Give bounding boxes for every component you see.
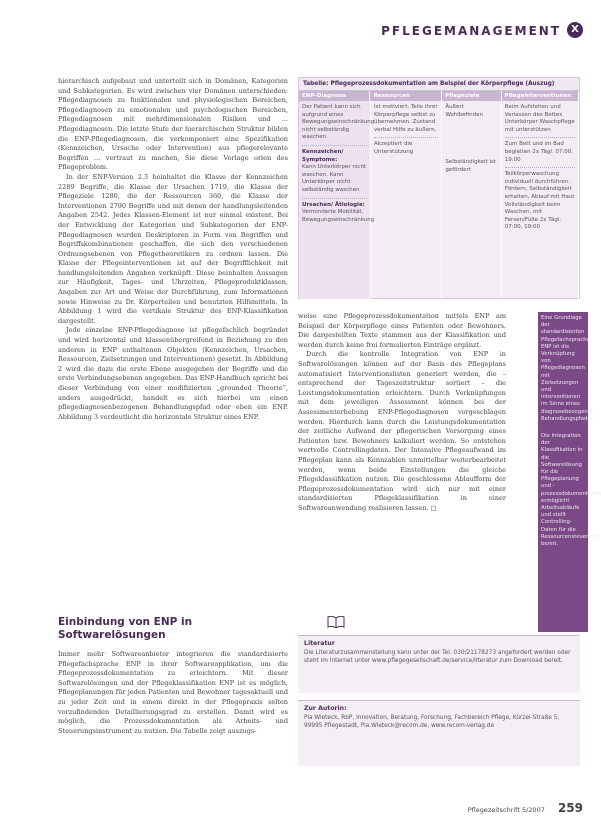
left-paragraph-2: In der ENP-Version 2.3 beinhaltet die Klasse der Kennzeichen 2289 Begriffe, die Klasse der Ursachen 1719, die Klasse der Pflegeziele 1280, die der Ressourcen 360, die Klasse der Interventionen 2790 Begriffe und mit denen der handlungsleitenden Angaben 2542. Jedes Klassen-Element ist nur einmal existent. Bei der Entwicklung der Kategorien und Subkategorien der ENP-Pflegediagnosen wurden Deskriptoren in Form von Begriffen und Begriffskombinationen geschaffen, die sich den verschiedenen Ordnungsebenen von Pflegetheoretikern zu ordnen lassen. Die Klasse der Pflegeinterventionen ist auf der Begrifflichkeit mit handlungsleitenden Angaben verknüpft. Diese beinhalten Aussagen zur Häufigkeit, Tages- und Uhrzeiten, Pflegeproduktklassen, Angaben zur Art und Weise der Durchführung, zum Informationen sowie Hinweise zu Dr. Körperteilen und benutzten Hilfsmitteln. In Abbildung 1 wird die vertikale Struktur des ENP-Klassifikation dargestellt. [58, 172, 288, 325]
middle-column [298, 312, 506, 513]
intervention-text-3: Teilkörperwaschung individuell durchführen. Fördern, Selbständigkeit erhalten, Ablauf mit Haut Vollständigkeit beim Waschen, mit Fersen/Füße 2x Tägl. 07:00, 19:00 [504, 171, 575, 231]
sidebar-highlight [538, 312, 601, 632]
left-column [58, 77, 288, 422]
mid-paragraph-2: Durch die kontrolle Integration von ENP in Softwarelösungen können auf der Basis des Pflegeplans automatisiert Interventionslisten generiert werden, die – entsprechend der Tageszeitstruktur sortiert – die Leistungsdokumentation erleichtern. Durch Verknüpfungen mit dem jeweiligen Assessment können bei der Assessmenterhebung ENP-Pflegediagnosen vorgeschlagen werden. Hierdurch kann durch die Leistungsdokumentation der zeitliche Aufwand der pflegerischen Versorgung eines Patienten bzw. Bewohners kalkuliert werden. So entstehen wertvolle Controllingdaten. Der Intensive Pflegeaufwand im Pflegeplan kann als Kennzahlen unmittelbar weiterbearbeitet werden, wenn beide Einstellungen die gleiche Pflegeklassifikation nutzen. Die geschlossene Ablaufform der Pflegeprozessdokumentation wird sich nur mit einer standardisierten Pflegeklassifikation in einer Softwareanwendung realisieren lassen. □ [298, 350, 506, 512]
table-header-interventionen: Pflegeinterventionen [502, 91, 579, 101]
table-col-pflegeziele [442, 101, 501, 299]
pflegeziele-text-1: Äußert Wohlbefinden [445, 104, 483, 118]
ressourcen-text-2: Akzeptiert die Unterstützung [374, 141, 414, 155]
literature-title: Literatur [304, 640, 335, 647]
author-box [298, 700, 580, 766]
spacer [445, 119, 497, 159]
ursachen-label: Ursachen/ Ätiologie: [302, 201, 365, 208]
table-col-diagnose [299, 101, 375, 299]
divider [302, 145, 367, 146]
table-header-pflegeziele: Pflegeziele [442, 91, 502, 101]
left-paragraph-3: Jede einzelne ENP-Pflegediagnose ist pflegefachlich begründet und wird horizontal und klassenübergreifend in Beziehung zu den anderen in ENP enthaltenen Objekten (Kennzeichen, Ursachen, Ressourcen, Zielsetzungen und Interventionen) gesetzt. In Abbildung 2 wird die dazu die erste Ebene ausgegeben der Begriffe und die erste Verbindungsebenen angegeben. Das ENP-Handbuch spricht bei dieser Verbindung von einer modifizierten „grounded Theorie“, anders ausgedrückt, handelt es sich hierbei um einen pflegediagnosenbezogenen Behandlungspfad oder eben ein ENP. Abbildung 3 verdeutlicht die horizontale Struktur eines ENP. [58, 326, 288, 421]
section-badge-icon: X [567, 22, 583, 38]
intervention-text-2: Zum Bett und im Bad begleiten 2x Tägl. 07:00, 19:00 [504, 141, 574, 163]
table-header-diagnose: ENP-Diagnose [299, 91, 370, 101]
left2-paragraph-1: Immer mehr Softwareanbieter integrieren die standardisierte Pflegefachsprache ENP in ihrer Softwareapplikation, um die Pflegeprozessdokumentation zu erleichtern. Mit dieser Softwarelösungen und der Pflegeklassifikation ENP ist es möglich, Pflegeplanungen für jeden Patienten und Bewohner tagesaktuell und zu jeder Zeit und in einem direkt in der Pflegepraxis selten vorzufindenden Detaillierungsgrad zu erstellen. Damit wird es möglich, die Prozessdokumentation als Arbeits- und Steuerungsinstrument zu nutzen. Die Tabelle zeigt auszugs- [58, 650, 288, 735]
literature-text: Die Literaturzusammenstellung kann unter der Tel. 030/21178273 angefordert werden oder steht im Internet unter www.pflegegesellschaft.de/service/literatur zum Download bereit. [304, 650, 571, 664]
left-column-2 [58, 650, 288, 736]
table-col-interventionen [502, 101, 579, 299]
footer [468, 797, 583, 816]
table-title: Tabelle: Pflegeprozessdokumentation am Beispiel der Körperpflege (Auszug) [299, 78, 579, 91]
table-col-ressourcen [371, 101, 442, 299]
intervention-text-1: Beim Aufstehen und Verlassen des Bettes Unterkörper Waschpflege mit unterstützen [504, 104, 575, 133]
sidebar-paragraph-1: Eine Grundlage der standardisierten Pflegefachsprache ENP ist die Verknüpfung von Pflegediagnosen mit Zielsetzungen und Interventionen im Sinne eines diagnosebezogenen Behandlungspfades. [541, 315, 596, 422]
divider [505, 167, 575, 168]
table-header-ressourcen: Ressourcen [370, 91, 441, 101]
literature-box [298, 635, 580, 693]
ursachen-text: Verminderte Mobilität, Bewegungseinschränkung [302, 209, 375, 223]
author-title: Zur Autorin: [304, 705, 347, 712]
journal-name: Pflegezeitschrift 5/2007 [467, 806, 545, 814]
section-heading: Einbindung von ENP in Softwarelösungen [58, 616, 193, 641]
section-title: PFLEGEMANAGEMENT [381, 24, 561, 38]
divider [505, 137, 575, 138]
open-book-icon [327, 616, 345, 628]
author-text: Pia Wieteck, RbP, Innovation, Beratung, Forschung, Fachbereich Pflege, Kürzel-Straße 5, 99995 Pflegestadt, Pia.Wieteck@recom.de, www.recom-verlag.de [304, 715, 560, 729]
table-body [299, 101, 579, 299]
mid-paragraph-1: weise eine Pflegeprozessdokumentation mittels ENP am Beispiel der Körperpflege eines Patienten oder Bewohners. Die dargestellten Texte stammen aus der Klassifikation und werden durch keine frei formulierten Einträge ergänzt. [298, 312, 506, 349]
kennzeichen-label: Kennzeichen/ Symptome: [302, 148, 344, 163]
pflegeziele-text-2: Selbständigkeit ist gefördert [445, 159, 496, 173]
page-number: 259 [557, 801, 583, 815]
diagnose-intro: Der Patient kann sich aufgrund eines Bewegungseinschränkung nicht selbständig waschen [302, 104, 375, 141]
divider [374, 137, 438, 138]
divider [302, 198, 367, 199]
sidebar-paragraph-2: Die Integration der Klassifikation in die Softwarelösung für die Pflegeplanung und -prozessdokumentation ermöglicht Arbeitsabläufe und stellt Controlling-Daten für die Ressourcensteuerung bereit. [541, 433, 601, 548]
care-process-table [298, 77, 580, 299]
ressourcen-text-1: Ist motiviert, Teile ihrer Körperpflege selbst zu übernehmen. Zustand verbal Hilfe zu äußern. [374, 104, 438, 133]
table-header-row [299, 91, 579, 101]
kennzeichen-text: Kann Unterkörper nicht waschen. Kann Unterkörper nicht selbständig waschen [302, 164, 367, 193]
left-paragraph-1: hierarchisch aufgebaut und unterteilt sich in Domänen, Kategorien und Subkategorien. Es wird zwischen vier Domänen unterschieden: Pflegediagnosen zu funktionalen und physiologischen Bereichen, Pflegediagnosen zu emotionalen und psychologischen Bereichen, Pflegediagnosen mit mehrdimensionalen Risiken und ... Pflegediagnosen. Die letzte Stufe der hierarchischen Struktur bilden die ENP-Pflegediagnosen, die verkomponiert eine Spezifikation (Kennzeichen, Ursache oder Intervention) aus pflegerelevante Begriffen ... vertraut zu machen, Sie diese Vorlage orien des Pflegeproblem. [58, 77, 288, 172]
